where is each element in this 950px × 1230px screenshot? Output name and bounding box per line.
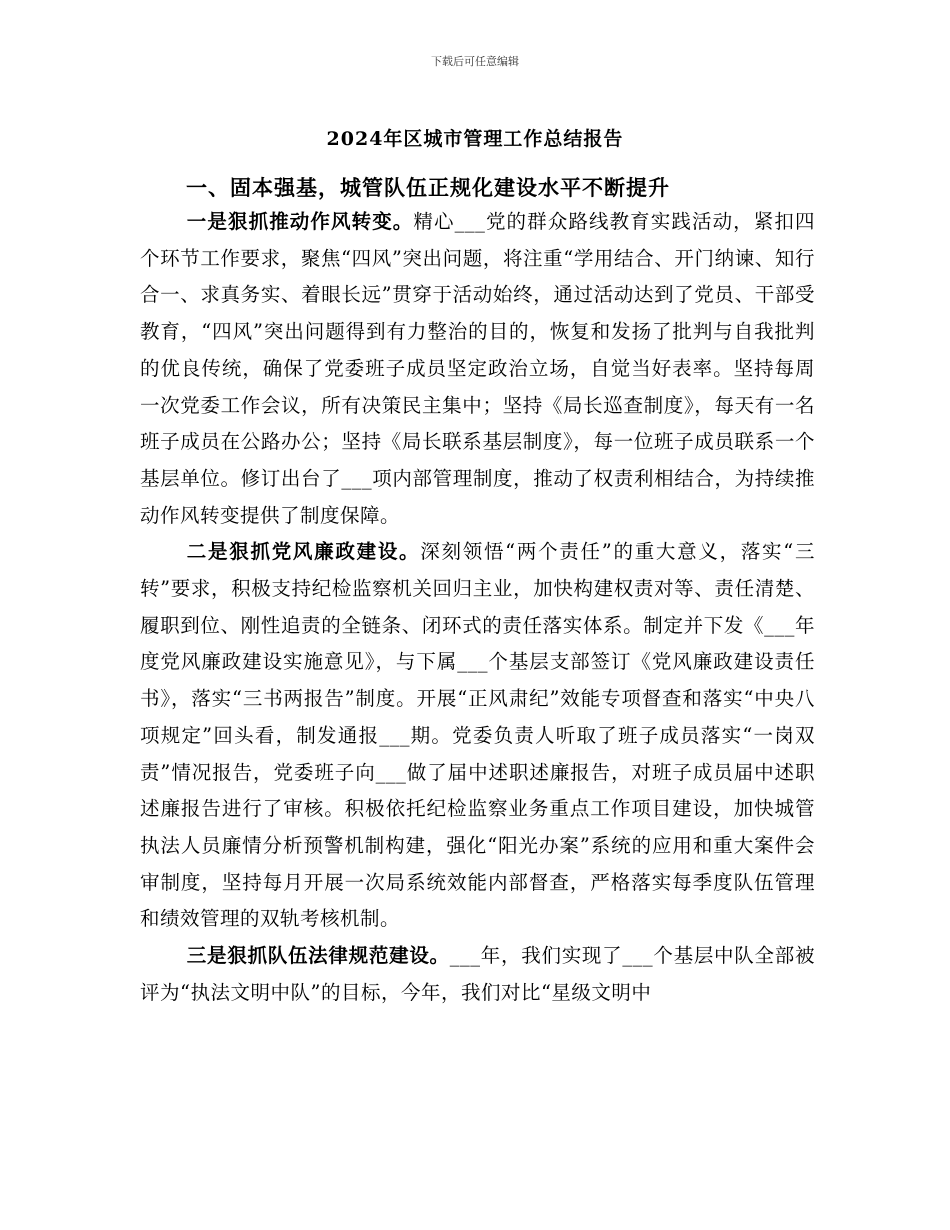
paragraph-text: ___年，我们实现了___个基层中队全部被评为“执法文明中队”的目标，今年，我们对比“星级文明中: [140, 944, 815, 1004]
document-title: 2024年区城市管理工作总结报告: [326, 128, 624, 150]
paragraph-lead: 三是狠抓队伍法律规范建设。: [186, 944, 450, 968]
header-note: 下载后可任意编辑: [431, 55, 519, 68]
paragraph-text: 精心___党的群众路线教育实践活动，紧扣四个环节工作要求，聚焦“四风”突出问题，将注重“学用结合、开门纳谏、知行合一、求真务实、着眼长远”贯穿于活动始终，通过活动达到了党员、干部受教育，“四风”突出问题得到有力整治的目的，恢复和发扬了批判与自我批判的优良传统，确保了党委班子成员坚定政治立场，自觉当好表率。坚持每周一次党委工作会议，所有决策民主集中；坚持《局长巡查制度》，每天有一名班子成员在公路办公；坚持《局长联系基层制度》，每一位班子成员联系一个基层单位。修订出台了___项内部管理制度，推动了权责利相结合，为持续推动作风转变提供了制度保障。: [140, 210, 815, 527]
paragraph-text: 深刻领悟“两个责任”的重大意义，落实“三转”要求，积极支持纪检监察机关回归主业，加快构建权责对等、责任清楚、履职到位、刚性追责的全链条、闭环式的责任落实体系。制定并下发《___年度党风廉政建设实施意见》，与下属___个基层支部签订《党风廉政建设责任书》，落实“三书两报告”制度。开展“正风肃纪”效能专项督查和落实“中央八项规定”回头看，制发通报___期。党委负责人听取了班子成员落实“一岗双责”情况报告，党委班子向___做了届中述职述廉报告，对班子成员届中述职述廉报告进行了审核。积极依托纪检监察业务重点工作项目建设，加快城管执法人员廉情分析预警机制构建，强化“阳光办案”系统的应用和重大案件会审制度，坚持每月开展一次局系统效能内部督查，严格落实每季度队伍管理和绩效管理的双轨考核机制。: [140, 540, 815, 931]
document-body: [140, 204, 815, 1011]
section-heading: 一、固本强基，城管队伍正规化建设水平不断提升: [186, 175, 670, 200]
paragraph-1: [140, 204, 815, 534]
paragraph-lead: 二是狠抓党风廉政建设。: [186, 540, 421, 564]
paragraph-lead: 一是狠抓推动作风转变。: [186, 210, 414, 233]
paragraph-2: [140, 534, 815, 938]
paragraph-3: [140, 938, 815, 1011]
